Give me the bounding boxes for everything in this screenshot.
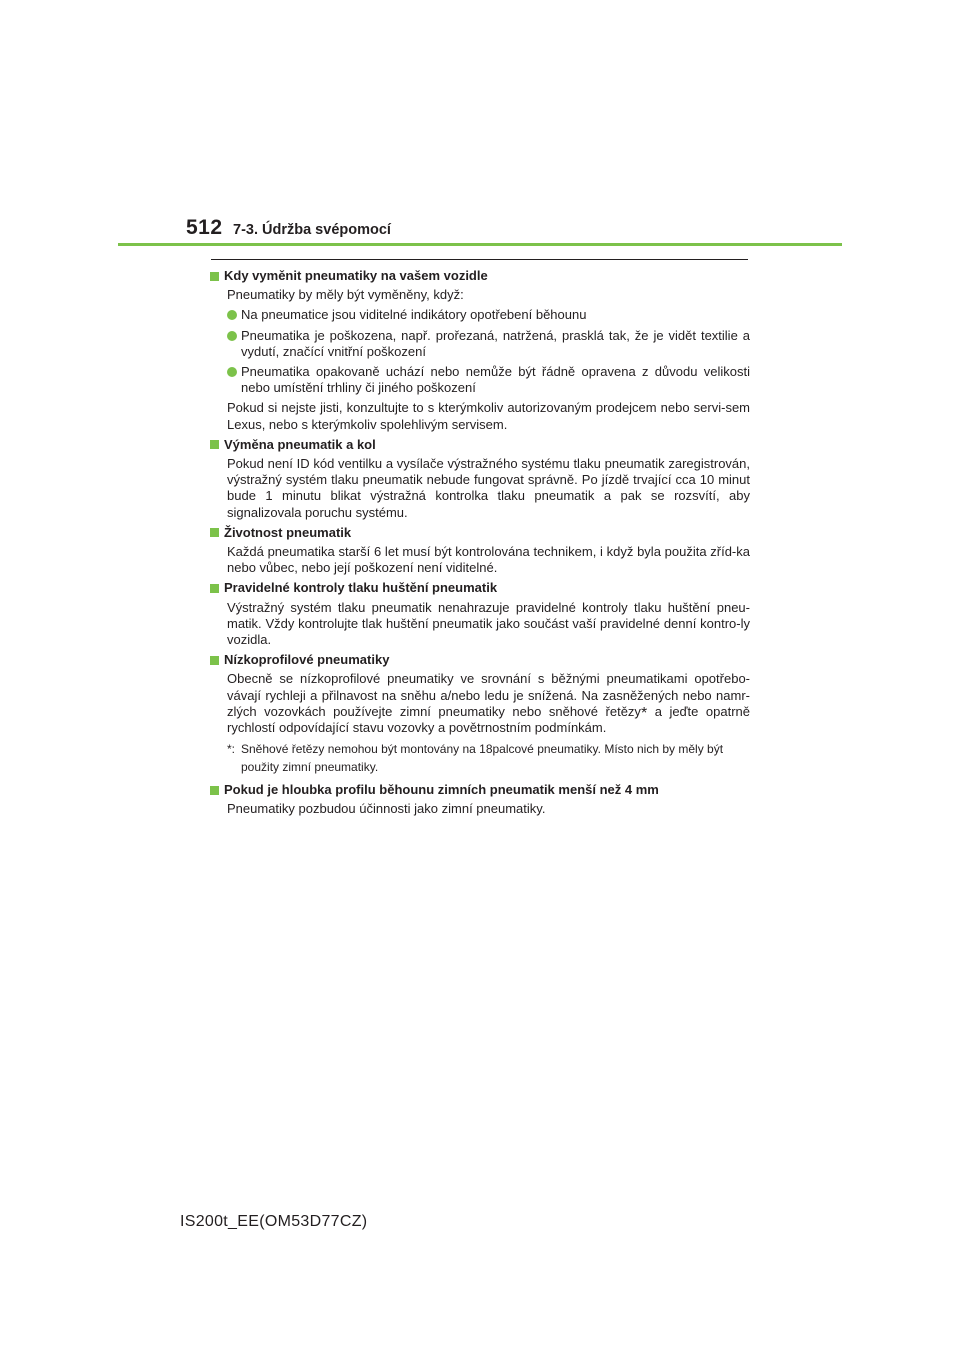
round-bullet-icon [227, 331, 237, 341]
section-pressure-checks [210, 580, 750, 648]
list-item: Pneumatika je poškozena, např. prořezaná, natržená, prasklá tak, že je vidět textilie a vydutí, značící vnitřní poškození [227, 328, 750, 360]
square-bullet-icon [210, 528, 219, 537]
header-rule [118, 243, 842, 246]
footnote-reference: * [640, 704, 648, 722]
section-intro: Pneumatiky by měly být vyměněny, když: [227, 287, 464, 303]
page-number: 512 [186, 216, 223, 239]
section-title: Kdy vyměnit pneumatiky na vašem vozidle [224, 268, 488, 283]
section-tire-wheel-replacement [210, 437, 750, 521]
footnote-mark: *: [227, 742, 236, 757]
square-bullet-icon [210, 786, 219, 795]
section-low-profile-tires [210, 652, 750, 776]
section-title: Životnost pneumatik [224, 524, 352, 540]
top-rule [211, 259, 748, 260]
section-tire-replacement-when [210, 268, 750, 433]
chapter-title: 7-3. Údržba svépomocí [233, 222, 391, 238]
section-text: Pneumatiky pozbudou účinnosti jako zimní pneumatiky. [227, 801, 546, 817]
square-bullet-icon [210, 440, 219, 449]
round-bullet-icon [227, 367, 237, 377]
section-text: Výstražný systém tlaku pneumatik nenahrazuje pravidelné kontroly tlaku huštění pneu-matik. Vždy kontrolujte tlak huštění pneumatik jako součást vaší pravidelné denní kontro-ly vozidla. [227, 599, 750, 648]
square-bullet-icon [210, 272, 219, 281]
section-tire-lifespan [210, 525, 750, 577]
section-text: Obecně se nízkoprofilové pneumatiky ve srovnání s běžnými pneumatikami opotřebo-vávají rychleji a přilnavost na sněhu a/nebo ledu je snížená. Na zasněžených nebo namr-zlých vozovkách používejte zimní pneumatiky nebo sněhové řetězy* a jeďte opatrně rychlostí odpovídající stavu vozovky a povětrnostním podmínkám. [227, 671, 750, 736]
round-bullet-icon [227, 310, 237, 320]
footer-model-code: IS200t_EE(OM53D77CZ) [180, 1213, 368, 1230]
page-content [210, 268, 750, 822]
list-item: Na pneumatice jsou viditelné indikátory opotřebení běhounu [227, 307, 750, 323]
section-title: Výměna pneumatik a kol [224, 436, 376, 452]
footnote: *: Sněhové řetězy nemohou být montovány na 18palcové pneumatiky. Místo nich by měly být použity zimní pneumatiky. [227, 742, 724, 775]
section-title: Nízkoprofilové pneumatiky [224, 652, 390, 668]
section-text: Každá pneumatika starší 6 let musí být kontrolována technikem, i když byla použita zříd-ka nebo vůbec, nebo její poškození není viditelné. [227, 544, 750, 576]
section-outro: Pokud si nejste jisti, konzultujte to s kterýmkoliv autorizovaným prodejcem nebo servi-sem Lexus, nebo s kterýmkoliv spolehlivým servisem. [227, 400, 750, 432]
square-bullet-icon [210, 656, 219, 665]
section-title: Pokud je hloubka profilu běhounu zimních pneumatik menší než 4 mm [224, 782, 659, 798]
list-item: Pneumatika opakovaně uchází nebo nemůže být řádně opravena z důvodu velikosti nebo umístění trhliny či jiného poškození [227, 364, 750, 396]
square-bullet-icon [210, 584, 219, 593]
section-winter-tread-depth [210, 782, 750, 817]
section-title: Pravidelné kontroly tlaku huštění pneumatik [224, 580, 498, 596]
section-text: Pokud není ID kód ventilku a vysílače výstražného systému tlaku pneumatik zaregistrován, výstražný systém tlaku pneumatik nebude fungovat správně. Po jízdě trvající cca 10 minut bude 1 minutu blikat výstražná kontrolka tlaku pneumatik a pak se rozsvítí, aby signalizovala poruchu systému. [227, 456, 750, 520]
